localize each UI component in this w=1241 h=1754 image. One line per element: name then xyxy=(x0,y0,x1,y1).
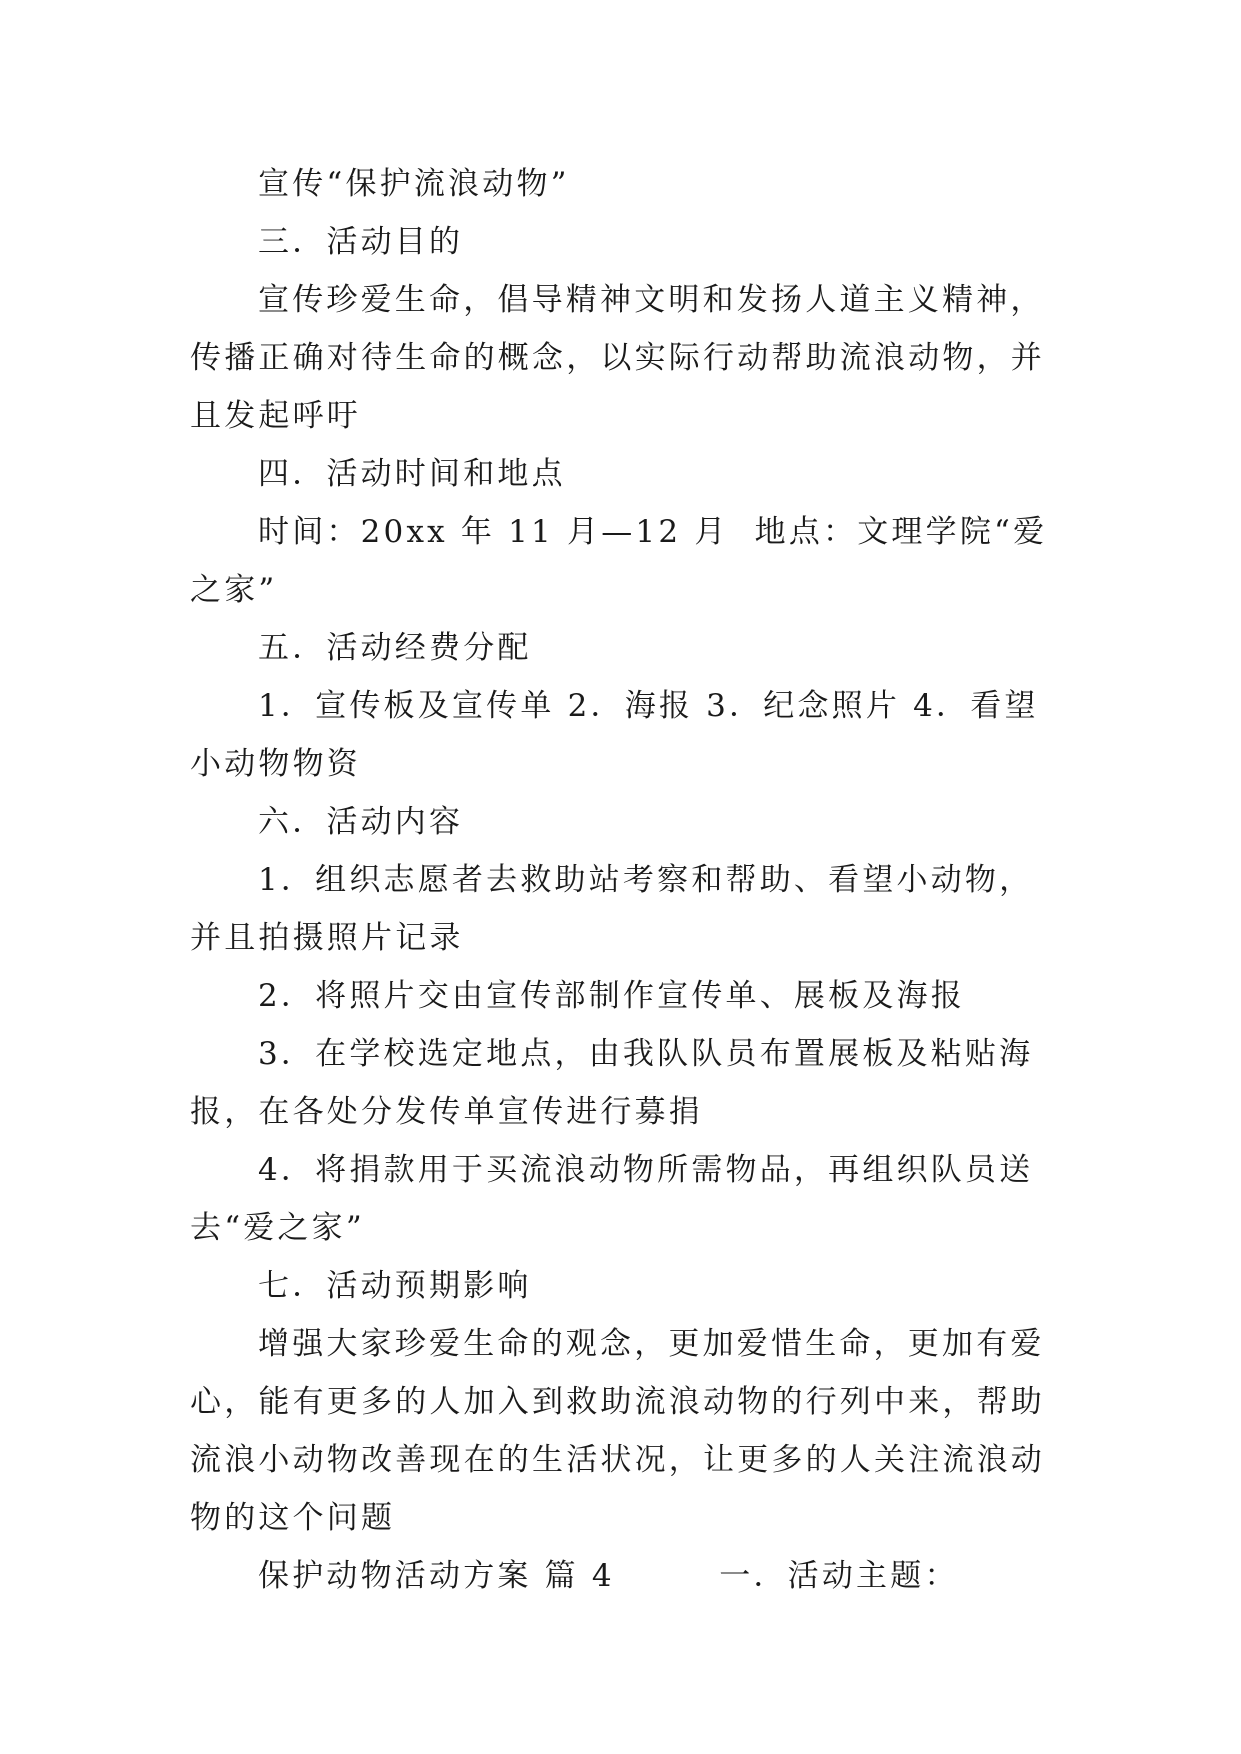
document-page xyxy=(190,155,1060,1605)
list-item-content-2: 2．将照片交由宣传部制作宣传单、展板及海报 xyxy=(258,978,965,1014)
section-heading-content: 六．活动内容 xyxy=(258,804,464,840)
list-item-content-1: 1．组织志愿者去救助站考察和帮助、看望小动物，并且拍摄照片记录 xyxy=(190,862,1034,956)
section-heading-purpose: 三．活动目的 xyxy=(258,224,464,260)
section-heading-impact: 七．活动预期影响 xyxy=(258,1268,532,1304)
paragraph-purpose: 宣传珍爱生命，倡导精神文明和发扬人道主义精神，传播正确对待生命的概念，以实际行动帮助流浪动物，并且发起呼吁 xyxy=(190,282,1045,434)
list-item-content-3: 3．在学校选定地点，由我队队员布置展板及粘贴海报，在各处分发传单宣传进行募捐 xyxy=(190,1036,1034,1130)
paragraph-slogan: 宣传“保护流浪动物” xyxy=(258,166,570,202)
section-heading-budget: 五．活动经费分配 xyxy=(258,630,532,666)
section-heading-time-place: 四．活动时间和地点 xyxy=(258,456,566,492)
paragraph-budget: 1．宣传板及宣传单 2．海报 3．纪念照片 4．看望小动物物资 xyxy=(190,688,1039,782)
paragraph-time-place: 时间：20xx 年 11 月—12 月 地点：文理学院“爱之家” xyxy=(190,514,1048,608)
paragraph-impact: 增强大家珍爱生命的观念，更加爱惜生命，更加有爱心，能有更多的人加入到救助流浪动物的行列中来，帮助流浪小动物改善现在的生活状况，让更多的人关注流浪动物的这个问题 xyxy=(190,1326,1045,1536)
list-item-content-4: 4．将捐款用于买流浪动物所需物品，再组织队员送去“爱之家” xyxy=(190,1152,1034,1246)
paragraph-next-plan-title: 保护动物活动方案 篇 4 一．活动主题： xyxy=(258,1558,959,1594)
